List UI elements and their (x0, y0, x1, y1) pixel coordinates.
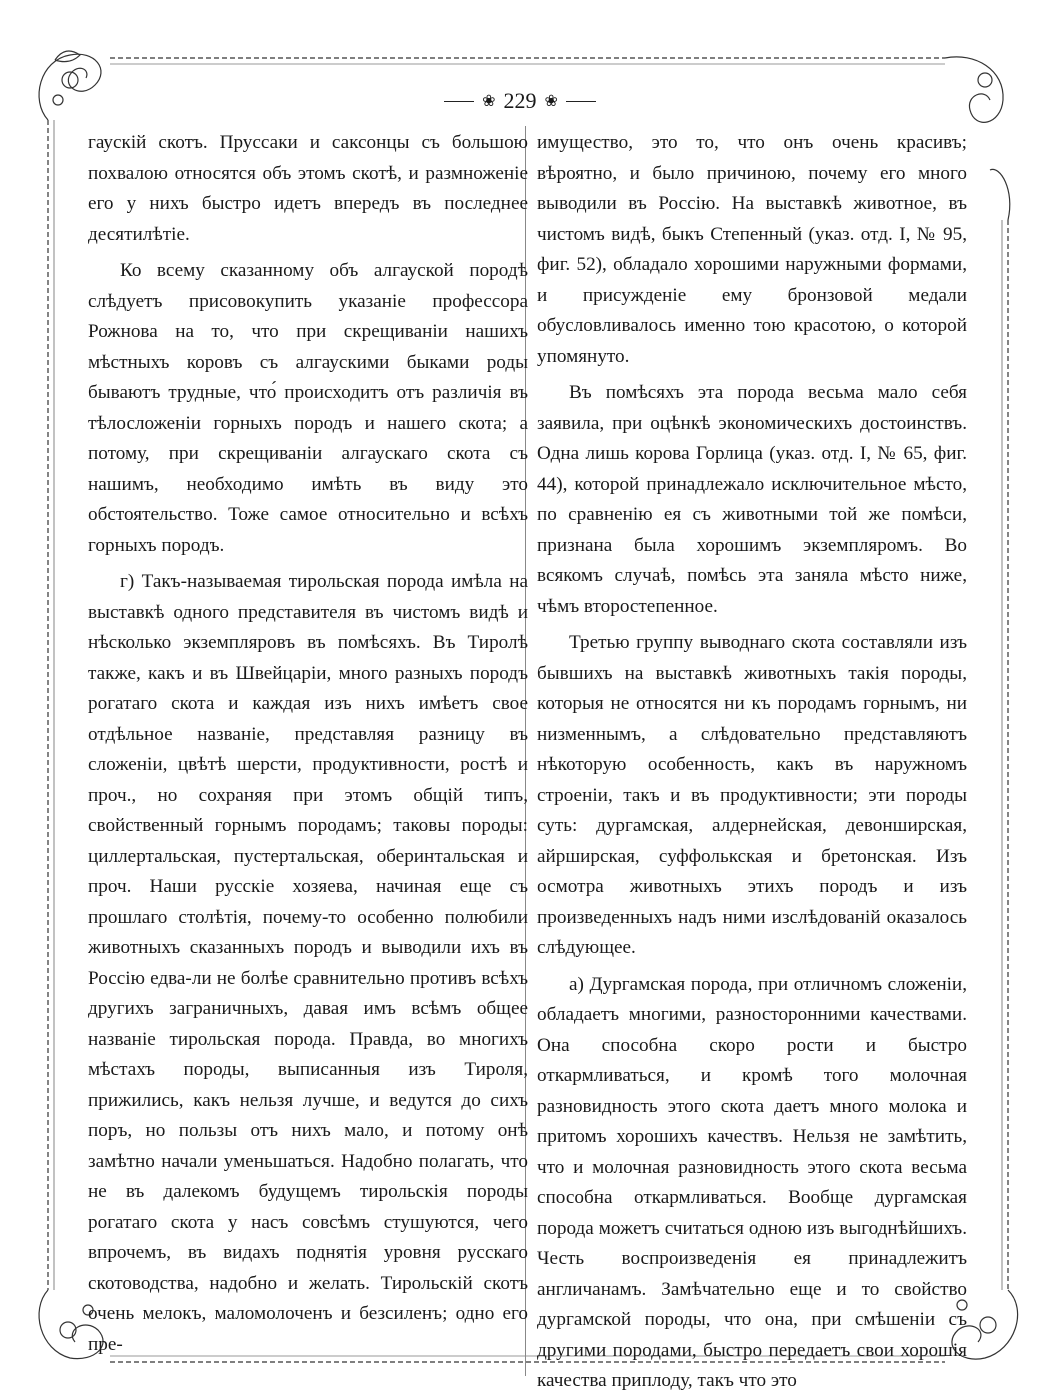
header-rule-left (444, 101, 474, 102)
paragraph: Въ помѣсяхъ эта порода весьма мало себя заявила, при оцѣнкѣ экономическихъ достоинствъ. Одна лишь корова Горлица (указ. отд. I, № 65, фиг. 44), которой принадлежало исключительное мѣсто, по сравненію ея съ животными той же помѣси, признана была хорошимъ экземпляромъ. Во всякомъ случаѣ, помѣсь эта заняла мѣсто ниже, чѣмъ второстепенное. (537, 382, 967, 617)
paragraph: гаускій скотъ. Пруссаки и саксонцы съ большою похвалою относятся объ этомъ скотѣ, и размноженіе его у нихъ быстро идетъ впередъ въ последнее десятилѣтіе. (88, 132, 528, 245)
paragraph: а) Дургамская порода, при отличномъ сложеніи, обладаетъ многими, разносторонними качествами. Она способна скоро рости и быстро откармливаться, и кромѣ того молочная разновидность этого скота даетъ много молока и притомъ хорошихъ качествъ. Нельзя не замѣтить, что и молочная разновидность этого скота весьма способна откармливаться. Вообще дургамская порода можетъ считаться одною изъ выгоднѣйшихъ. Честь воспроизведенія ея принадлежитъ англичанамъ. Замѣчательно еще и то свойство дургамской породы, что она, при смѣшеніи съ другими породами, быстро передаетъ свои хорошія качества приплоду, такъ что это (537, 973, 967, 1391)
header-ornament-right: ❀ (544, 93, 558, 110)
left-column (88, 128, 528, 1368)
paragraph: Ко всему сказанному объ алгауской породѣ слѣдуетъ присовокупить указаніе профессора Рожнова на то, что при скрещиваніи нашихъ мѣстныхъ коровъ съ алгаускими быками роды бываютъ трудные, что́ происходитъ отъ различія въ тѣлосложеніи горныхъ породъ и нашего скота; а потому, при скрещиваніи алгаускаго скота съ нашимъ, необходимо имѣть въ виду это обстоятельство. Тоже самое относительно и всѣхъ горныхъ породъ. (88, 260, 528, 556)
page-header (420, 86, 620, 116)
header-ornament-left: ❀ (482, 93, 496, 110)
right-column (537, 128, 967, 1391)
page-number: 229 (503, 88, 537, 113)
paragraph: г) Такъ-называемая тирольская порода имѣла на выставкѣ одного представителя въ чистомъ видѣ и нѣсколько экземпляровъ въ помѣсяхъ. Въ Тиролѣ также, какъ и въ Швейцаріи, много разныхъ породъ рогатаго скота и каждая изъ нихъ имѣетъ свое отдѣльное названіе, представляя разницу въ сложеніи, цвѣтѣ шерсти, продуктивности, ростѣ и проч., но сохраняя при этомъ общій типъ, свойственный горнымъ породамъ; таковы породы: циллертальская, пустертальская, оберинтальская и проч. Наши русскіе хозяева, начиная еще съ прошлаго столѣтія, почему-то особенно полюбили животныхъ сказанныхъ породъ и выводили ихъ въ Россію едва-ли не болѣе сравнительно противъ всѣхъ другихъ заграничныхъ, давая имъ всѣмъ общее названіе тирольская порода. Правда, во многихъ мѣстахъ породы, выписанныя изъ Тироля, прижились, какъ нельзя лучше, и ведутся до сихъ поръ, но пользы отъ нихъ мало, и потому онѣ замѣтно начали уменьшаться. Надобно полагать, что не въ далекомъ будущемъ тирольскія породы рогатаго скота у насъ совсѣмъ стушуются, чего впрочемъ, въ видахъ поднятія уровня русскаго скотоводства, надобно и желать. Тирольскій скотъ очень мелокъ, маломолоченъ и безсиленъ; одно его пре- (88, 571, 528, 1355)
paragraph: имущество, это то, что онъ очень красивъ; вѣроятно, и было причиною, почему его много выводили въ Россію. На выставкѣ животное, въ чистомъ видѣ, быкъ Степенный (указ. отд. I, № 95, фиг. 52), обладало хорошими наружными формами, и присужденіе ему бронзовой медали обусловливалось именно тою красотою, о которой упомянуто. (537, 132, 967, 367)
header-rule-right (566, 101, 596, 102)
paragraph: Третью группу выводнаго скота составляли изъ бывшихъ на выставкѣ животныхъ такія породы, которыя не относятся ни къ породамъ горнымъ, ни низменнымъ, а слѣдовательно представляютъ нѣкоторую особенность, какъ въ наружномъ строеніи, такъ и въ продуктивности; эти породы суть: дургамская, алдернейская, девонширская, айрширская, суффолькская и бретонская. Изъ осмотра животныхъ этихъ породъ и изъ произведенныхъ надъ ними изслѣдованій оказалось слѣдующее. (537, 632, 967, 958)
